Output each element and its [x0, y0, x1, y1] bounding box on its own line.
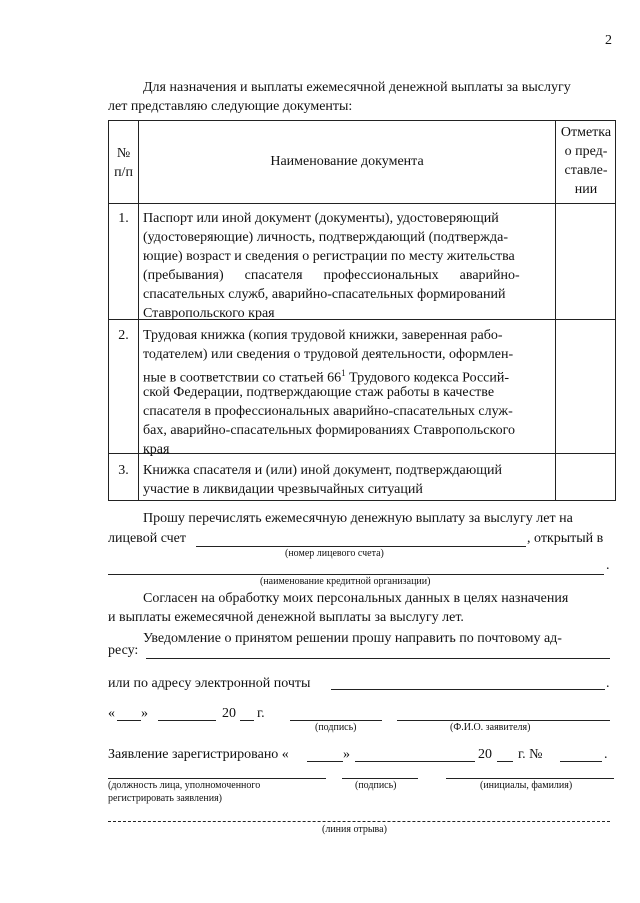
official-signature-field[interactable] — [342, 778, 418, 779]
row-line: края — [143, 442, 170, 457]
bank-line-end: . — [606, 558, 610, 573]
postal-address-field[interactable] — [146, 658, 610, 659]
row-line: спасательных служб, аварийно-спасательных формирований — [143, 287, 506, 302]
header-mark-line: ставле- — [564, 163, 608, 178]
opened-in-label: , открытый в — [527, 531, 604, 546]
row-2-num: 2. — [118, 328, 129, 343]
transfer-line-1: Прошу перечислять ежемесячную денежную выплату за выслугу лет на — [143, 511, 573, 526]
table-col-divider — [138, 121, 139, 500]
row-line: ющие) возраст и сведения о регистрации по месту жительства — [143, 249, 515, 264]
official-signature-caption: (подпись) — [355, 780, 397, 791]
header-mark-line: нии — [574, 182, 598, 197]
date-year-field[interactable] — [240, 720, 254, 721]
row-line: Паспорт или иной документ (документы), удостоверяющий — [143, 211, 499, 226]
row-1-num: 1. — [118, 211, 129, 226]
registered-year-field[interactable] — [497, 761, 513, 762]
consent-line-1: Согласен на обработку моих персональных данных в целях назначения — [143, 591, 569, 606]
row-2-text — [143, 326, 515, 459]
notify-line-1: Уведомление о принятом решении прошу направить по почтовому ад- — [143, 631, 562, 646]
documents-table — [108, 120, 616, 501]
header-mark — [556, 123, 616, 199]
header-name: Наименование документа — [270, 154, 424, 169]
row-line: (пребывания) спасателя профессиональных аварийно- — [143, 268, 520, 283]
registered-year-suffix: г. № — [518, 747, 543, 762]
row-line: Трудовая книжка (копия трудовой книжки, заверенная рабо- — [143, 328, 503, 343]
row-line: (удостоверяющие) личность, подтверждающий (подтвержда- — [143, 230, 508, 245]
applicant-name-field[interactable] — [397, 720, 610, 721]
registered-number-field[interactable] — [560, 761, 602, 762]
registered-label: Заявление зарегистрировано « — [108, 747, 289, 762]
account-caption: (номер лицевого счета) — [285, 548, 384, 559]
row-3-text — [143, 461, 502, 499]
table-row-divider — [109, 203, 615, 204]
row-line-part: ные в соответствии со статьей 66 — [143, 370, 342, 386]
date-month-field[interactable] — [158, 720, 216, 721]
initials-caption: (инициалы, фамилия) — [480, 780, 573, 791]
official-caption-line-2: регистрировать заявления) — [108, 793, 223, 804]
header-num-line1: № — [116, 146, 131, 161]
official-caption-line-1: (должность лица, уполномоченного — [108, 780, 261, 791]
intro-line-1: Для назначения и выплаты ежемесячной денежной выплаты за выслугу — [143, 80, 571, 95]
row-line — [143, 364, 515, 386]
email-field[interactable] — [331, 689, 605, 690]
account-number-field[interactable] — [196, 546, 526, 547]
registered-year-prefix: 20 — [478, 747, 492, 762]
email-line-end: . — [606, 676, 610, 691]
header-num — [109, 144, 138, 182]
row-line: Ставропольского края — [143, 306, 275, 321]
registered-day-field[interactable] — [307, 761, 343, 762]
row-line: бах, аварийно-спасательных формированиях Ставропольского — [143, 423, 516, 438]
registered-close-quote: » — [343, 747, 350, 762]
date-day-field[interactable] — [117, 720, 141, 721]
row-1-text — [143, 209, 520, 323]
intro-line-2: лет представляю следующие документы: — [108, 99, 353, 114]
registered-end: . — [604, 747, 608, 762]
page-number: 2 — [605, 33, 612, 48]
account-label: лицевой счет — [108, 531, 186, 546]
row-line: Книжка спасателя и (или) иной документ, подтверждающий — [143, 463, 502, 478]
footnote-superscript: 1 — [341, 368, 346, 378]
signature-caption: (подпись) — [315, 722, 357, 733]
date-year-suffix: г. — [257, 706, 265, 721]
row-3-num: 3. — [118, 463, 129, 478]
row-line-part: Трудового кодекса Россий- — [345, 370, 510, 386]
date-open-quote: « — [108, 706, 115, 721]
signature-field[interactable] — [290, 720, 382, 721]
bank-name-field[interactable] — [108, 574, 604, 575]
row-line: участие в ликвидации чрезвычайных ситуаций — [143, 482, 423, 497]
official-initials-field[interactable] — [446, 778, 614, 779]
official-position-field[interactable] — [108, 778, 326, 779]
date-year-prefix: 20 — [222, 706, 236, 721]
header-mark-line: Отметка — [560, 125, 612, 140]
header-num-line2: п/п — [114, 165, 133, 180]
email-label: или по адресу электронной почты — [108, 676, 311, 691]
row-line: тодателем) или сведения о трудовой деятельности, оформлен- — [143, 347, 514, 362]
row-line: спасателя в профессиональных аварийно-спасательных служ- — [143, 404, 513, 419]
tear-caption: (линия отрыва) — [322, 824, 387, 835]
applicant-name-caption: (Ф.И.О. заявителя) — [450, 722, 531, 733]
notify-line-2: ресу: — [108, 643, 139, 658]
bank-caption: (наименование кредитной организации) — [260, 576, 431, 587]
header-mark-line: о пред- — [564, 144, 608, 159]
tear-line — [108, 821, 610, 822]
consent-line-2: и выплаты ежемесячной денежной выплаты за выслугу лет. — [108, 610, 464, 625]
date-close-quote: » — [141, 706, 148, 721]
registered-month-field[interactable] — [355, 761, 475, 762]
row-line: ской Федерации, подтверждающие стаж работы в качестве — [143, 385, 495, 400]
